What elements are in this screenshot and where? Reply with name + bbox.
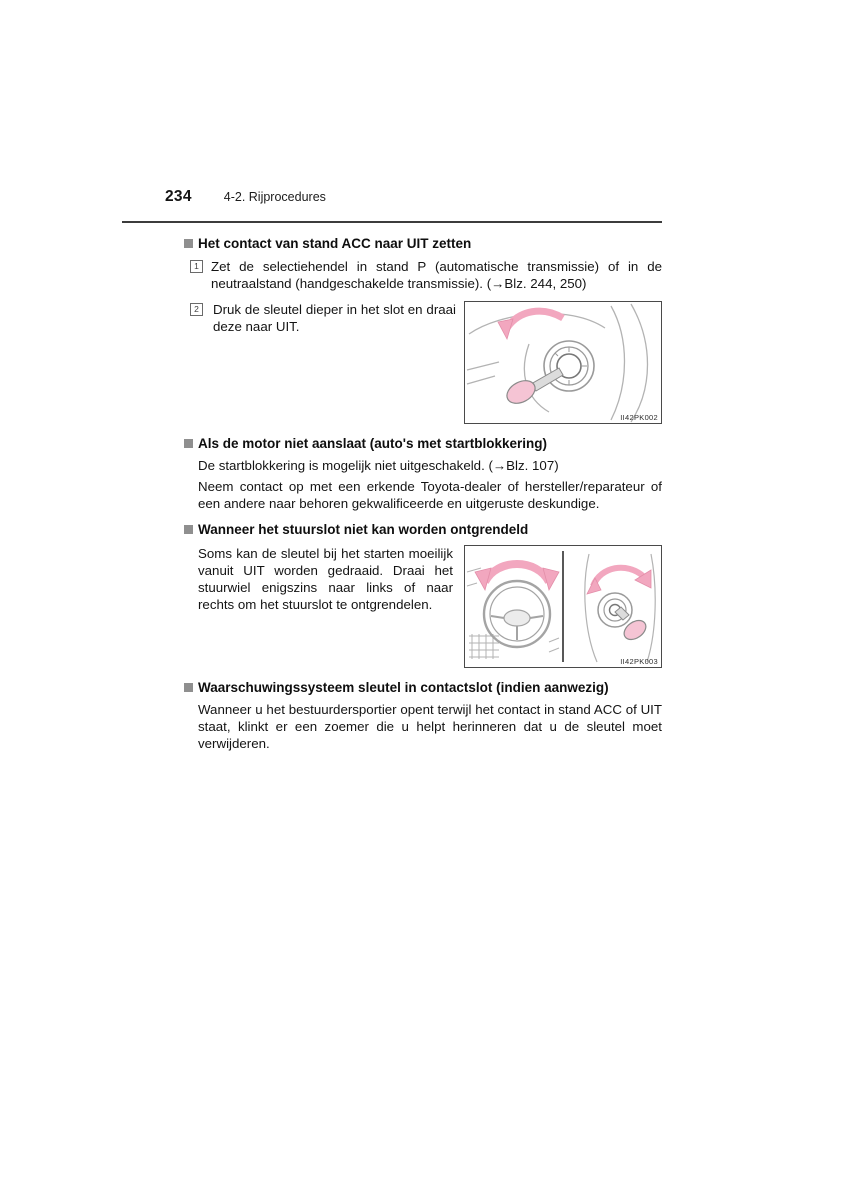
section-heading (184, 436, 662, 451)
text-figure-row (198, 545, 662, 668)
ignition-cylinder (598, 593, 632, 627)
section-heading (184, 236, 662, 251)
square-bullet-icon (184, 439, 193, 448)
page-content (184, 230, 662, 752)
section-heading-text: Als de motor niet aanslaat (auto's met startblokkering) (198, 436, 548, 451)
section-heading-text: Wanneer het stuurslot niet kan worden ontgrendeld (198, 522, 529, 537)
figure-ignition-key (464, 301, 662, 424)
step-number-box: 2 (190, 303, 203, 316)
square-bullet-icon (184, 525, 193, 534)
square-bullet-icon (184, 683, 193, 692)
step-text: Druk de sleutel dieper in het slot en draai deze naar UIT. (213, 302, 456, 334)
figure-code: II42PK002 (620, 413, 658, 422)
rotate-arrow-icon (498, 311, 563, 339)
step-text: Zet de selectiehendel in stand P (automatische transmissie) of in de neutraalstand (handgeschakelde transmissie). (→Blz. 244, 250) (211, 259, 662, 291)
section-engine-wont-start (184, 436, 662, 512)
rotate-arrow-icon (587, 568, 651, 594)
figure-code: II42PK003 (620, 657, 658, 666)
step-item (190, 301, 662, 424)
chapter-title: 4-2. Rijprocedures (223, 190, 326, 204)
ignition-cylinder (544, 341, 594, 391)
steering-wheel-illustration (465, 546, 659, 667)
section-heading (184, 522, 662, 537)
step-item (190, 258, 662, 292)
turn-both-ways-arrow-icon (475, 564, 559, 590)
section-heading (184, 680, 662, 695)
page-header (165, 188, 326, 206)
section-steering-lock (184, 522, 662, 668)
section-heading-text: Waarschuwingssysteem sleutel in contactslot (indien aanwezig) (198, 680, 609, 695)
figure-steering-wheel (464, 545, 662, 668)
key-icon (503, 368, 563, 408)
body-paragraph: De startblokkering is mogelijk niet uitgeschakeld. (→Blz. 107) (198, 458, 559, 473)
square-bullet-icon (184, 239, 193, 248)
steering-wheel-icon (484, 581, 550, 647)
section-acc-to-uit (184, 236, 662, 424)
section-key-warning-buzzer (184, 680, 662, 752)
ignition-key-illustration (465, 302, 659, 423)
page-number: 234 (165, 188, 192, 205)
section-heading-text: Het contact van stand ACC naar UIT zetten (198, 236, 472, 251)
step-number-box: 1 (190, 260, 203, 273)
header-rule (122, 221, 662, 223)
body-paragraph: Soms kan de sleutel bij het starten moeilijk vanuit UIT worden gedraaid. Draai het stuurwiel enigszins naar links of naar rechts om het stuurslot te ontgrendelen. (198, 546, 453, 612)
body-paragraph: Neem contact op met een erkende Toyota-dealer of hersteller/reparateur of een andere naar behoren gekwalificeerde en uitgeruste deskundige. (198, 479, 662, 511)
body-paragraph: Wanneer u het bestuurdersportier opent terwijl het contact in stand ACC of UIT staat, klinkt er een zoemer die u helpt herinneren dat u de sleutel moet verwijderen. (198, 702, 662, 751)
